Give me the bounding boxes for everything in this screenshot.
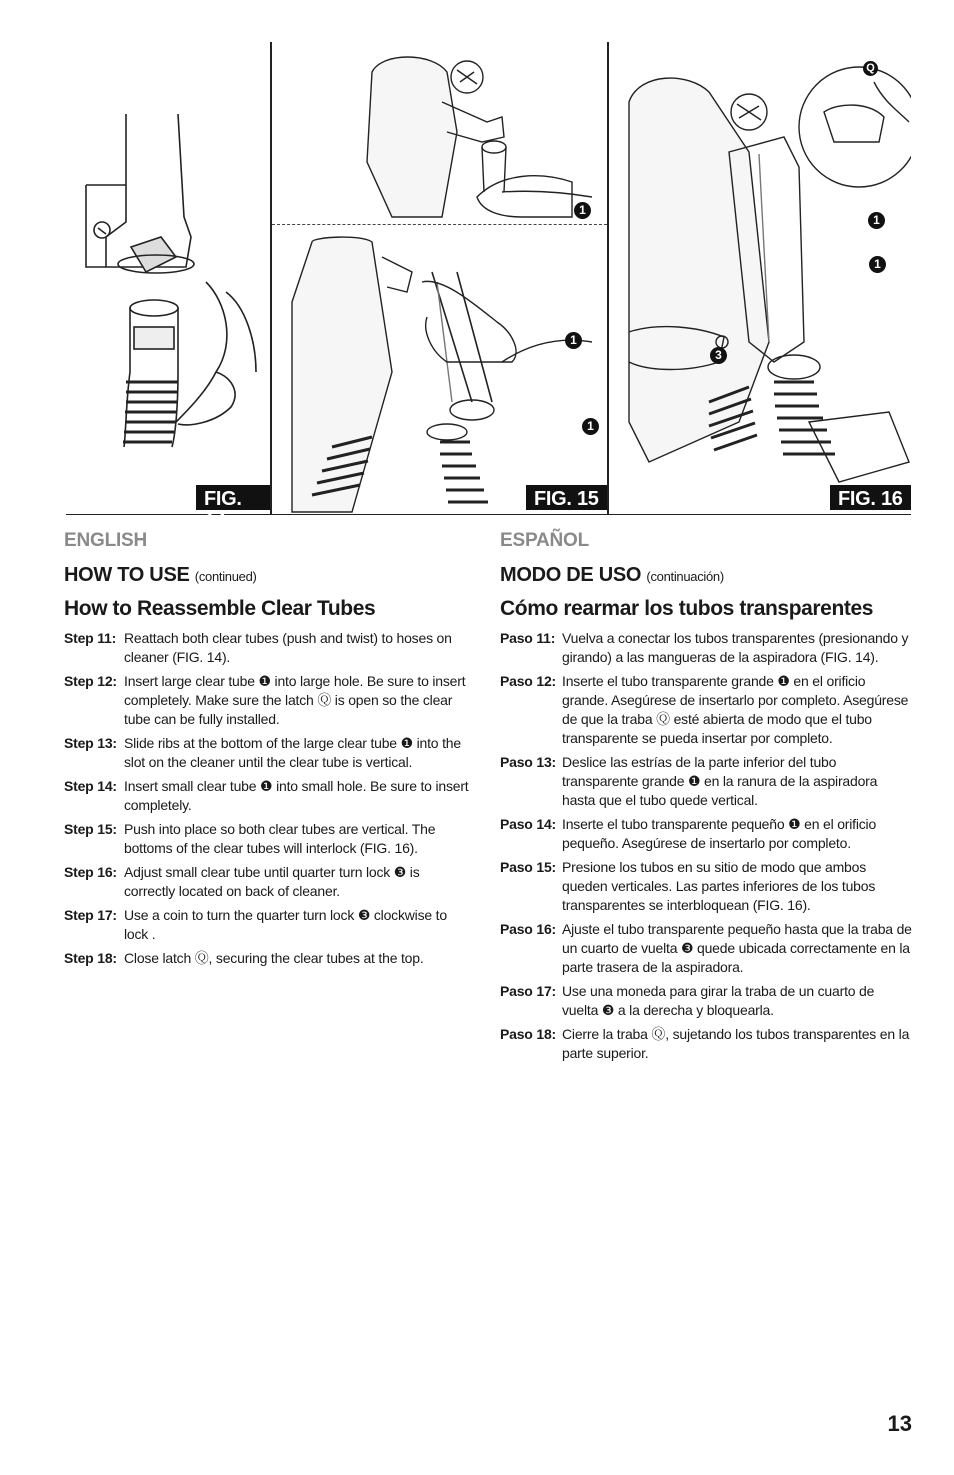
step-text: Inserte el tubo transparente pequeño ❶ en el orificio pequeño. Asegúrese de insertarlo por completo. xyxy=(562,816,877,851)
step-text: Insert large clear tube ❶ into large hole. Be sure to insert completely. Make sure the latch Ⓠ is open so the clear tube can be fully installed. xyxy=(124,673,466,727)
step-text: Inserte el tubo transparente grande ❶ en el orificio grande. Asegúrese de insertarlo por completo. Asegúrese de que la traba Ⓠ esté abierta de modo que el tubo transparente se pueda insertar por completo. xyxy=(562,673,909,746)
fig16-callout-q: Q xyxy=(863,61,878,76)
spanish-how-to-use-heading xyxy=(500,564,912,587)
fig15-illustration xyxy=(272,42,607,515)
fig16-callout-3: 3 xyxy=(710,347,727,364)
step-text: Push into place so both clear tubes are vertical. The bottoms of the clear tubes will interlock (FIG. 16). xyxy=(124,821,436,856)
step-label: Paso 16: xyxy=(500,921,556,937)
step-text: Use una moneda para girar la traba de un cuarto de vuelta ❸ a la derecha y bloquearla. xyxy=(562,983,875,1018)
fig14-label: FIG. 14 xyxy=(196,485,270,510)
step-item xyxy=(64,820,474,858)
step-item xyxy=(500,858,912,915)
step-text: Close latch Ⓠ, securing the clear tubes at the top. xyxy=(124,950,424,966)
spanish-how-to-use-title: MODO DE USO xyxy=(500,564,642,586)
spanish-language-heading: ESPAÑOL xyxy=(500,530,590,551)
step-item xyxy=(500,629,912,667)
step-text: Reattach both clear tubes (push and twist) to hoses on cleaner (FIG. 14). xyxy=(124,630,452,665)
step-label: Paso 13: xyxy=(500,754,556,770)
step-item xyxy=(64,863,474,901)
step-item xyxy=(500,672,912,748)
spanish-column xyxy=(500,530,912,1068)
step-label: Step 13: xyxy=(64,735,117,751)
fig15-callout-1-bottom: 1 xyxy=(582,418,599,435)
step-label: Paso 12: xyxy=(500,673,556,689)
step-item xyxy=(64,949,474,968)
english-steps-list xyxy=(64,629,474,968)
step-item xyxy=(500,1025,912,1063)
step-item xyxy=(64,906,474,944)
step-text: Deslice las estrías de la parte inferior del tubo transparente grande ❶ en la ranura de la aspiradora hasta que el tubo quede vertical. xyxy=(562,754,878,808)
step-label: Paso 17: xyxy=(500,983,556,999)
step-label: Step 15: xyxy=(64,821,117,837)
step-label: Paso 11: xyxy=(500,630,556,646)
step-text: Presione los tubos en su sitio de modo que ambos queden verticales. Las partes inferiores de los tubos transparentes se interbloquean (FIG. 16). xyxy=(562,859,876,913)
figure-row xyxy=(66,42,911,533)
step-label: Step 12: xyxy=(64,673,117,689)
step-label: Step 18: xyxy=(64,950,117,966)
english-column xyxy=(64,530,474,973)
step-label: Step 17: xyxy=(64,907,117,923)
spanish-section-title: Cómo rearmar los tubos transparentes xyxy=(500,597,874,620)
fig16-illustration xyxy=(609,42,911,515)
fig16-callout-1-bottom: 1 xyxy=(869,256,886,273)
step-text: Adjust small clear tube until quarter turn lock ❸ is correctly located on back of cleaner. xyxy=(124,864,420,899)
step-label: Paso 18: xyxy=(500,1026,556,1042)
step-text: Ajuste el tubo transparente pequeño hasta que la traba de un cuarto de vuelta ❸ quede ubicada correctamente en la parte trasera de la aspiradora. xyxy=(562,921,912,975)
step-label: Paso 15: xyxy=(500,859,556,875)
step-item xyxy=(500,753,912,810)
fig16-callout-1-top: 1 xyxy=(868,212,885,229)
english-continued-note: (continued) xyxy=(194,569,257,584)
step-label: Step 16: xyxy=(64,864,117,880)
step-text: Slide ribs at the bottom of the large clear tube ❶ into the slot on the cleaner until the clear tube is vertical. xyxy=(124,735,461,770)
step-item xyxy=(64,734,474,772)
step-text: Vuelva a conectar los tubos transparentes (presionando y girando) a las mangueras de la aspiradora (FIG. 14). xyxy=(562,630,909,665)
step-item xyxy=(64,672,474,729)
fig15-callout-1-top: 1 xyxy=(574,202,591,219)
english-how-to-use-title: HOW TO USE xyxy=(64,564,190,586)
fig14-illustration xyxy=(66,42,270,533)
step-item xyxy=(500,920,912,977)
step-item xyxy=(500,815,912,853)
fig15-callout-1-mid: 1 xyxy=(565,332,582,349)
step-text: Use a coin to turn the quarter turn lock ❸ clockwise to lock . xyxy=(124,907,447,942)
english-language-heading: ENGLISH xyxy=(64,530,148,551)
step-item xyxy=(500,982,912,1020)
page-number: 13 xyxy=(887,1411,912,1436)
step-item xyxy=(64,629,474,667)
english-how-to-use-heading xyxy=(64,564,474,587)
step-label: Step 11: xyxy=(64,630,117,646)
step-label: Paso 14: xyxy=(500,816,556,832)
step-text: Insert small clear tube ❶ into small hole. Be sure to insert completely. xyxy=(124,778,469,813)
fig16-label: FIG. 16 xyxy=(830,485,911,510)
english-section-title: How to Reassemble Clear Tubes xyxy=(64,597,376,620)
step-label: Step 14: xyxy=(64,778,117,794)
spanish-steps-list xyxy=(500,629,912,1063)
step-text: Cierre la traba Ⓠ, sujetando los tubos transparentes en la parte superior. xyxy=(562,1026,910,1061)
step-item xyxy=(64,777,474,815)
spanish-continued-note: (continuación) xyxy=(646,569,724,584)
fig15-label: FIG. 15 xyxy=(526,485,607,510)
